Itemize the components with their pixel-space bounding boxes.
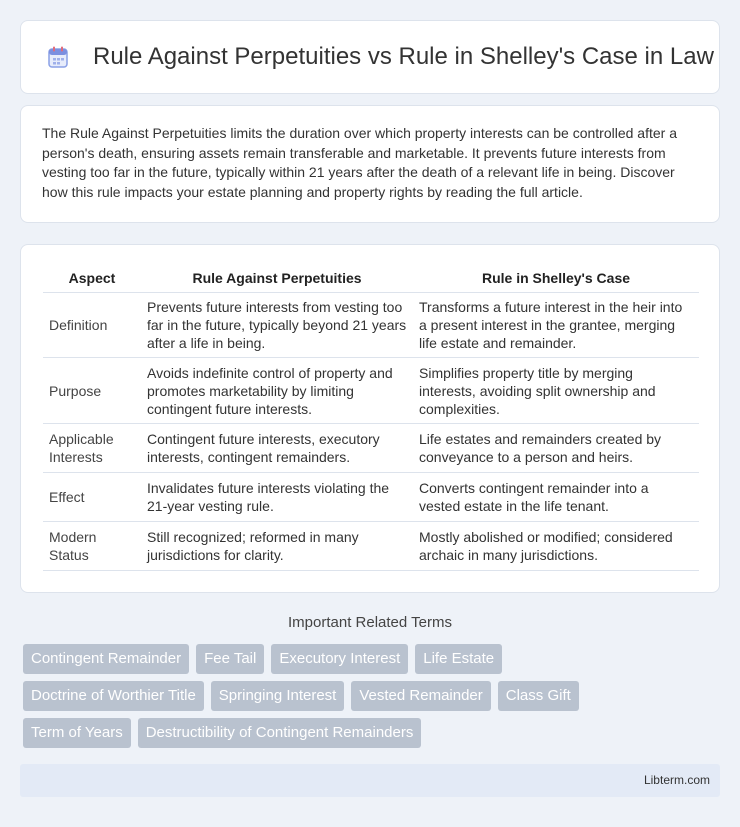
calendar-icon <box>48 46 68 68</box>
table-cell: Invalidates future interests violating the 21-year vesting rule. <box>141 473 413 522</box>
table-cell: Converts contingent remainder into a vested estate in the life tenant. <box>413 473 699 522</box>
related-term-tag[interactable]: Contingent Remainder <box>23 644 189 674</box>
related-term-tag[interactable]: Destructibility of Contingent Remainders <box>138 718 422 748</box>
header-card <box>20 20 720 94</box>
table-row <box>43 522 699 571</box>
comparison-table <box>43 263 699 571</box>
intro-text: The Rule Against Perpetuities limits the duration over which property interests can be controlled after a person's death, ensuring assets remain transferable and marketable. It prevents future interests from vesting too far in the future, typically within 21 years after the death of a relevant life in being. Discover how this rule impacts your estate planning and property rights by reading the full article. <box>42 125 677 200</box>
footer <box>20 764 720 797</box>
table-cell: Modern Status <box>43 522 141 571</box>
intro-card <box>20 105 720 223</box>
table-cell: Simplifies property title by merging interests, avoiding split ownership and complexities. <box>413 358 699 424</box>
table-cell: Purpose <box>43 358 141 424</box>
page-title: Rule Against Perpetuities vs Rule in Shelley's Case in Law <box>93 43 714 70</box>
table-row <box>43 358 699 424</box>
table-cell: Effect <box>43 473 141 522</box>
column-header: Aspect <box>43 263 141 293</box>
column-header: Rule in Shelley's Case <box>413 263 699 293</box>
table-cell: Still recognized; reformed in many jurisdictions for clarity. <box>141 522 413 571</box>
related-term-tag[interactable]: Springing Interest <box>211 681 345 711</box>
related-term-tag[interactable]: Doctrine of Worthier Title <box>23 681 204 711</box>
table-cell: Definition <box>43 293 141 358</box>
related-term-tag[interactable]: Class Gift <box>498 681 579 711</box>
table-cell: Transforms a future interest in the heir into a present interest in the grantee, merging life estate and remainder. <box>413 293 699 358</box>
related-term-tag[interactable]: Vested Remainder <box>351 681 490 711</box>
table-row <box>43 473 699 522</box>
related-term-tag[interactable]: Term of Years <box>23 718 131 748</box>
table-cell: Applicable Interests <box>43 424 141 473</box>
table-row <box>43 424 699 473</box>
tag-row <box>23 644 723 674</box>
table-cell: Avoids indefinite control of property and promotes marketability by limiting contingent future interests. <box>141 358 413 424</box>
table-header-row <box>43 263 699 293</box>
table-cell: Life estates and remainders created by conveyance to a person and heirs. <box>413 424 699 473</box>
table-cell: Contingent future interests, executory interests, contingent remainders. <box>141 424 413 473</box>
table-row <box>43 293 699 358</box>
tag-row <box>23 681 723 711</box>
related-term-tag[interactable]: Life Estate <box>415 644 502 674</box>
column-header: Rule Against Perpetuities <box>141 263 413 293</box>
related-terms-title: Important Related Terms <box>288 614 452 631</box>
table-cell: Mostly abolished or modified; considered archaic in many jurisdictions. <box>413 522 699 571</box>
related-terms-list <box>23 644 723 755</box>
footer-site-link[interactable]: Libterm.com <box>643 773 710 787</box>
related-term-tag[interactable]: Executory Interest <box>271 644 408 674</box>
comparison-card <box>20 244 720 593</box>
tag-row <box>23 718 723 748</box>
related-term-tag[interactable]: Fee Tail <box>196 644 264 674</box>
table-cell: Prevents future interests from vesting too far in the future, typically beyond 21 years after a life in being. <box>141 293 413 358</box>
